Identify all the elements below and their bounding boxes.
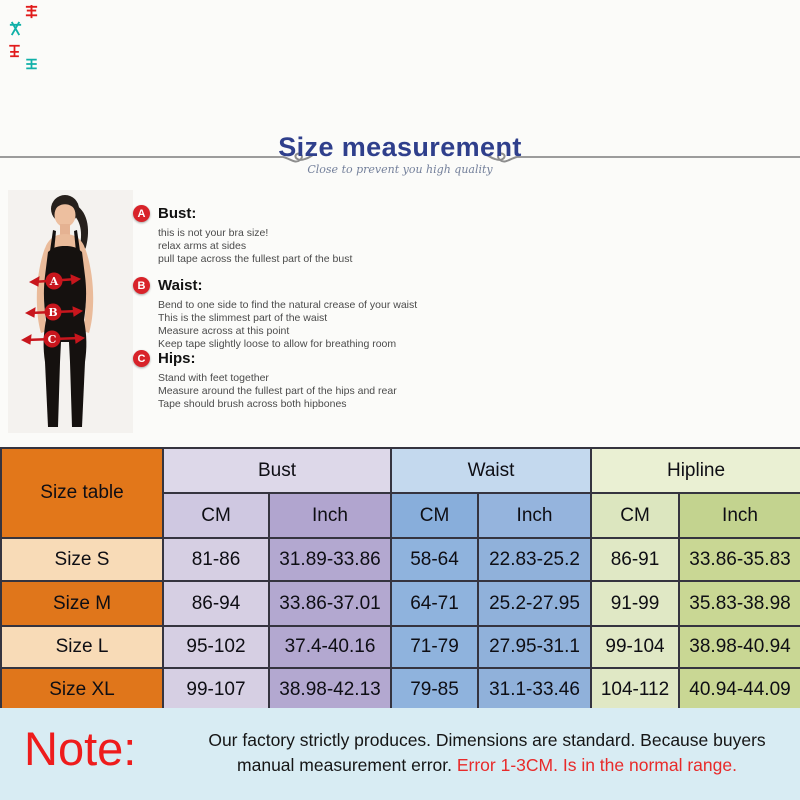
- unit-header: Inch: [679, 493, 800, 538]
- note-text: [182, 728, 792, 778]
- size-label-cell: Size L: [1, 626, 163, 668]
- size-value-cell: 95-102: [163, 626, 269, 668]
- size-value-cell: 27.95-31.1: [478, 626, 591, 668]
- size-value-cell: 25.2-27.95: [478, 581, 591, 626]
- note-highlight: Error 1-3CM. Is in the normal range.: [456, 755, 737, 775]
- note-line1: Our factory strictly produces. Dimensions are standard. Because buyers: [208, 730, 766, 750]
- size-value-cell: 37.4-40.16: [269, 626, 391, 668]
- waist-group-header: Waist: [391, 448, 591, 493]
- marker-b-badge: B: [133, 277, 150, 294]
- size-value-cell: 81-86: [163, 538, 269, 581]
- hipline-group-header: Hipline: [591, 448, 800, 493]
- guide-line: Stand with feet together: [158, 372, 269, 384]
- marker-c-badge: C: [133, 350, 150, 367]
- size-value-cell: 64-71: [391, 581, 478, 626]
- size-label-cell: Size M: [1, 581, 163, 626]
- figure-marker-a: A: [49, 275, 59, 288]
- size-table: [0, 447, 800, 712]
- guide-line: Measure around the fullest part of the hips and rear: [158, 385, 397, 397]
- size-value-cell: 31.1-33.46: [478, 668, 591, 711]
- table-corner-cell: Size table: [1, 448, 163, 538]
- guide-line: This is the slimmest part of the waist: [158, 312, 328, 324]
- size-label-cell: Size XL: [1, 668, 163, 711]
- size-value-cell: 38.98-40.94: [679, 626, 800, 668]
- size-value-cell: 99-104: [591, 626, 679, 668]
- table-row: [1, 668, 800, 711]
- figure-marker-b: B: [48, 306, 58, 319]
- table-row: [1, 626, 800, 668]
- size-value-cell: 38.98-42.13: [269, 668, 391, 711]
- table-row: [1, 581, 800, 626]
- unit-header: CM: [591, 493, 679, 538]
- size-value-cell: 22.83-25.2: [478, 538, 591, 581]
- size-value-cell: 31.89-33.86: [269, 538, 391, 581]
- stamp-icon: [8, 21, 23, 36]
- waist-section: [133, 277, 473, 351]
- note-line2: manual measurement error.: [237, 755, 457, 775]
- figure-marker-badges: [44, 273, 63, 348]
- size-value-cell: 40.94-44.09: [679, 668, 800, 711]
- marker-a-badge: A: [133, 205, 150, 222]
- guide-line: Keep tape slightly loose to allow for breathing room: [158, 338, 397, 350]
- size-value-cell: 91-99: [591, 581, 679, 626]
- guide-line: Tape should brush across both hipbones: [158, 398, 347, 410]
- hips-heading: Hips:: [158, 350, 196, 367]
- stamp-icon: [24, 57, 39, 71]
- note-section: [0, 708, 800, 800]
- guide-line: relax arms at sides: [158, 240, 247, 252]
- size-label-cell: Size S: [1, 538, 163, 581]
- waist-heading: Waist:: [158, 277, 203, 294]
- bust-group-header: Bust: [163, 448, 391, 493]
- page-title: Size measurement: [278, 132, 522, 162]
- table-header-row: [1, 448, 800, 493]
- size-value-cell: 33.86-35.83: [679, 538, 800, 581]
- unit-header: CM: [391, 493, 478, 538]
- note-label: Note:: [24, 722, 137, 775]
- guide-line: pull tape across the fullest part of the bust: [158, 253, 353, 265]
- figure-marker-c: C: [47, 333, 57, 346]
- guide-line: Measure across at this point: [158, 325, 290, 337]
- bust-section: [133, 205, 473, 266]
- size-value-cell: 58-64: [391, 538, 478, 581]
- unit-header: CM: [163, 493, 269, 538]
- size-value-cell: 104-112: [591, 668, 679, 711]
- size-value-cell: 33.86-37.01: [269, 581, 391, 626]
- bust-heading: Bust:: [158, 205, 197, 222]
- model-photo: [8, 190, 133, 433]
- stamp-icon: [24, 4, 39, 19]
- guide-line: Bend to one side to find the natural crease of your waist: [158, 299, 418, 311]
- size-value-cell: 35.83-38.98: [679, 581, 800, 626]
- size-value-cell: 86-91: [591, 538, 679, 581]
- size-value-cell: 71-79: [391, 626, 478, 668]
- table-row: [1, 538, 800, 581]
- size-value-cell: 79-85: [391, 668, 478, 711]
- unit-header: Inch: [269, 493, 391, 538]
- hips-section: [133, 350, 473, 411]
- guide-line: this is not your bra size!: [158, 227, 269, 239]
- size-value-cell: 86-94: [163, 581, 269, 626]
- stamp-icon: [7, 44, 22, 58]
- unit-header: Inch: [478, 493, 591, 538]
- size-value-cell: 99-107: [163, 668, 269, 711]
- page-subtitle: Close to prevent you high quality: [307, 163, 493, 176]
